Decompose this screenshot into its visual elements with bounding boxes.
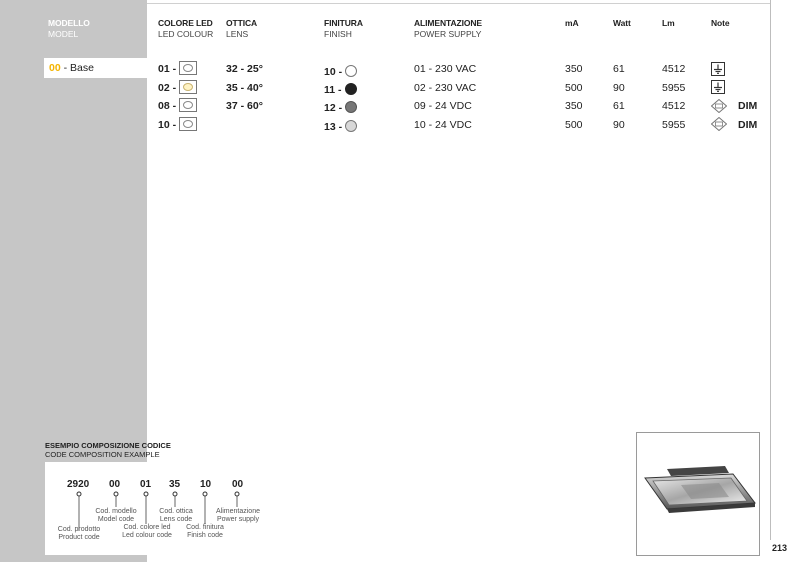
- dimmable-icon: [711, 117, 727, 131]
- code-example-box: [45, 462, 270, 555]
- header-model-it: MODELLO: [48, 18, 90, 28]
- label-power-supply: [213, 508, 263, 524]
- grounded-icon: [711, 62, 725, 76]
- led-colour-code: 10 -: [158, 119, 177, 131]
- example-title-it: ESEMPIO COMPOSIZIONE CODICE: [45, 441, 171, 450]
- lens-item: 35 - 40°: [226, 82, 263, 94]
- header-lens-it: OTTICA: [226, 18, 258, 28]
- dim-label: DIM: [738, 119, 758, 131]
- watt-value: 90: [613, 119, 625, 131]
- label-model-code-it: Cod. modello: [95, 508, 137, 515]
- code-led-colour: 01: [140, 479, 152, 490]
- label-power-supply-it: Alimentazione: [216, 508, 260, 515]
- model-name: - Base: [63, 62, 94, 74]
- power-supply-value: 10 - 24 VDC: [414, 119, 472, 131]
- code-power: 00: [232, 479, 244, 490]
- finish-code: 11 -: [324, 84, 342, 96]
- model-code: 00: [49, 62, 61, 74]
- label-model-code-en: Model code: [97, 516, 135, 523]
- label-lens-code-it: Cod. ottica: [159, 508, 193, 515]
- page-number: 213: [772, 543, 788, 553]
- lm-value: 4512: [662, 63, 686, 75]
- ma-value: 500: [565, 119, 583, 131]
- label-led-colour-code: [119, 524, 175, 540]
- led-swatch-icon: [179, 80, 197, 94]
- dim-label: DIM: [738, 100, 758, 112]
- code-model: 00: [109, 479, 121, 490]
- label-product-code-it: Cod. prodotto: [57, 526, 101, 533]
- header-note: [711, 18, 730, 29]
- led-colour-row: [158, 118, 197, 132]
- header-model-en: MODEL: [48, 29, 79, 39]
- label-product-code-en: Product code: [58, 534, 100, 541]
- finish-light-icon: [345, 65, 357, 77]
- watt-value: 61: [613, 100, 625, 112]
- header-watt-label: Watt: [613, 18, 631, 28]
- led-colour-code: 02 -: [158, 82, 177, 94]
- finish-black-icon: [345, 83, 357, 95]
- label-model-code: [93, 508, 139, 524]
- lm-value: 4512: [662, 100, 686, 112]
- header-ma: [565, 18, 579, 29]
- header-ma-label: mA: [565, 18, 579, 28]
- power-supply-value: 09 - 24 VDC: [414, 100, 472, 112]
- header-lm-label: Lm: [662, 18, 675, 28]
- power-supply-value: 02 - 230 VAC: [414, 82, 477, 94]
- finish-item: [324, 120, 357, 134]
- luminaire-illustration: [637, 433, 759, 555]
- header-finish: [324, 18, 363, 40]
- code-product: 2920: [67, 479, 90, 490]
- ma-value: 350: [565, 63, 583, 75]
- dimmable-icon: [711, 99, 727, 113]
- example-title: [45, 441, 171, 459]
- finish-code: 12 -: [324, 102, 343, 114]
- finish-code: 13 -: [324, 121, 343, 133]
- watt-value: 90: [613, 82, 625, 94]
- label-lens-code: [155, 508, 197, 524]
- watt-value: 61: [613, 63, 625, 75]
- code-lens: 35: [169, 479, 181, 490]
- top-divider: [147, 3, 770, 4]
- header-finish-it: FINITURA: [324, 18, 363, 28]
- led-swatch-icon: [179, 61, 197, 75]
- finish-item: [324, 65, 357, 79]
- header-finish-en: FINISH: [324, 29, 352, 39]
- ma-value: 500: [565, 82, 583, 94]
- finish-item: [324, 101, 357, 115]
- header-watt: [613, 18, 631, 29]
- header-led-colour: [158, 18, 213, 40]
- code-finish: 10: [200, 479, 212, 490]
- header-model: [48, 18, 90, 40]
- header-note-label: Note: [711, 18, 730, 28]
- led-swatch-icon: [179, 117, 197, 131]
- header-power: [414, 18, 482, 40]
- label-power-supply-en: Power supply: [216, 516, 260, 523]
- finish-grey-icon: [345, 101, 357, 113]
- lens-item: 32 - 25°: [226, 63, 263, 75]
- model-cell: [44, 58, 147, 78]
- led-colour-code: 01 -: [158, 63, 177, 75]
- label-led-colour-code-en: Led colour code: [122, 532, 172, 539]
- finish-silver-icon: [345, 120, 357, 132]
- led-colour-row: [158, 99, 197, 113]
- finish-item: [324, 83, 357, 97]
- lens-item: 37 - 60°: [226, 100, 263, 112]
- product-image: [636, 432, 760, 556]
- label-product-code: [55, 526, 103, 542]
- label-finish-code-en: Finish code: [187, 532, 223, 539]
- example-title-en: CODE COMPOSITION EXAMPLE: [45, 450, 160, 459]
- lm-value: 5955: [662, 82, 686, 94]
- label-lens-code-en: Lens code: [159, 516, 193, 523]
- lm-value: 5955: [662, 119, 686, 131]
- led-colour-row: [158, 62, 197, 76]
- power-supply-value: 01 - 230 VAC: [414, 63, 477, 75]
- label-led-colour-code-it: Cod. colore led: [123, 524, 171, 531]
- led-swatch-icon: [179, 98, 197, 112]
- right-divider: [770, 0, 771, 540]
- label-finish-code-it: Cod. finitura: [186, 524, 224, 531]
- header-led-colour-it: COLORE LED: [158, 18, 213, 28]
- header-power-it: ALIMENTAZIONE: [414, 18, 482, 28]
- led-colour-code: 08 -: [158, 100, 177, 112]
- finish-code: 10 -: [324, 66, 343, 78]
- header-led-colour-en: LED COLOUR: [158, 29, 214, 39]
- label-finish-code: [183, 524, 227, 540]
- led-colour-row: [158, 81, 197, 95]
- header-lm: [662, 18, 675, 29]
- header-lens: [226, 18, 257, 40]
- header-lens-en: LENS: [226, 29, 249, 39]
- ma-value: 350: [565, 100, 583, 112]
- header-power-en: POWER SUPPLY: [414, 29, 482, 39]
- grounded-icon: [711, 80, 725, 94]
